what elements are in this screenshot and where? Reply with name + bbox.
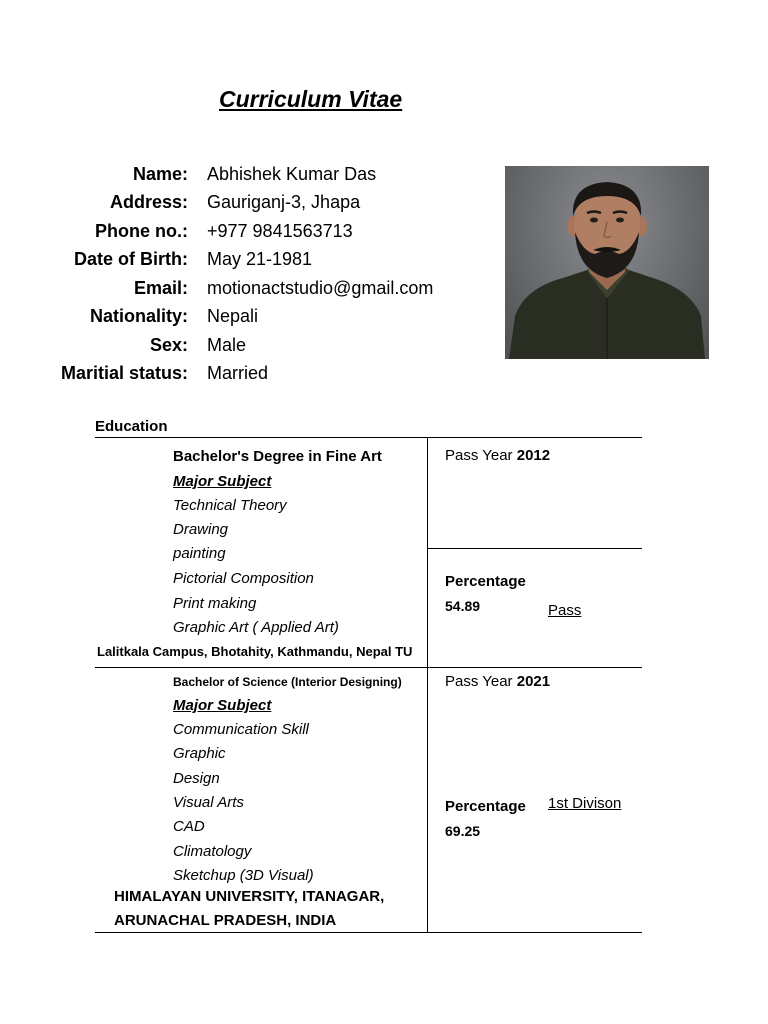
name-label: Name: bbox=[132, 164, 188, 184]
dob-label: Date of Birth: bbox=[74, 249, 188, 269]
table-column-divider bbox=[427, 437, 428, 933]
email-value: motionactstudio@gmail.com bbox=[207, 278, 434, 298]
entry2-subject: CAD bbox=[173, 818, 205, 835]
sex-label: Sex: bbox=[149, 335, 188, 355]
entry2-percentage-label: Percentage bbox=[445, 798, 526, 815]
nationality-label: Nationality: bbox=[89, 306, 188, 326]
phone-value: +977 9841563713 bbox=[207, 221, 353, 241]
entry1-subject: Drawing bbox=[173, 521, 229, 538]
person-portrait-icon bbox=[505, 166, 709, 359]
entry2-pass-year bbox=[445, 673, 550, 690]
entry2-degree: Bachelor of Science (Interior Designing) bbox=[173, 675, 402, 689]
entry2-subject: Communication Skill bbox=[173, 721, 309, 738]
entry1-major-label: Major Subject bbox=[173, 473, 272, 490]
entry1-percentage-value: 54.89 bbox=[445, 598, 481, 614]
table-top-rule bbox=[95, 437, 642, 438]
dob-value: May 21-1981 bbox=[207, 249, 313, 269]
phone-label: Phone no.: bbox=[95, 221, 188, 241]
entry2-institution-line1: HIMALAYAN UNIVERSITY, ITANAGAR, bbox=[114, 888, 385, 905]
address-label: Address: bbox=[109, 192, 188, 212]
entry1-subject: Print making bbox=[173, 595, 257, 612]
entry2-subject: Sketchup (3D Visual) bbox=[173, 867, 314, 884]
entry1-subject: Technical Theory bbox=[173, 497, 287, 514]
entry2-subject: Visual Arts bbox=[173, 794, 244, 811]
entry1-subject: painting bbox=[173, 545, 226, 562]
address-value: Gauriganj-3, Jhapa bbox=[207, 192, 361, 212]
marital-label: Maritial status: bbox=[60, 363, 188, 383]
entry2-major-label: Major Subject bbox=[173, 697, 272, 714]
table-bottom-rule bbox=[95, 932, 642, 933]
pass-year-value: 2021 bbox=[516, 673, 551, 690]
entry1-pass-year bbox=[445, 447, 550, 464]
pass-year-label: Pass Year bbox=[445, 673, 513, 690]
entry1-right-divider bbox=[428, 548, 642, 549]
education-heading: Education bbox=[95, 418, 168, 435]
entry1-subject: Pictorial Composition bbox=[173, 570, 314, 587]
entry2-result: 1st Divison bbox=[548, 795, 622, 812]
entry2-subject: Design bbox=[173, 770, 220, 787]
entry1-institution: Lalitkala Campus, Bhotahity, Kathmandu, Nepal TU bbox=[97, 644, 413, 659]
email-label: Email: bbox=[133, 278, 188, 298]
entry1-percentage-label: Percentage bbox=[445, 573, 526, 590]
entry2-institution-line2: ARUNACHAL PRADESH, INDIA bbox=[114, 912, 337, 929]
entry1-subject: Graphic Art ( Applied Art) bbox=[173, 619, 339, 636]
entry2-subject: Climatology bbox=[173, 843, 252, 860]
profile-photo bbox=[505, 166, 709, 359]
pass-year-value: 2012 bbox=[516, 447, 551, 464]
entry-divider bbox=[95, 667, 642, 668]
page-title: Curriculum Vitae bbox=[219, 86, 403, 112]
name-value: Abhishek Kumar Das bbox=[207, 164, 377, 184]
entry2-percentage-value: 69.25 bbox=[445, 823, 481, 839]
pass-year-label: Pass Year bbox=[445, 447, 513, 464]
entry1-result: Pass bbox=[548, 602, 582, 619]
entry2-subject: Graphic bbox=[173, 745, 226, 762]
marital-value: Married bbox=[207, 363, 269, 383]
nationality-value: Nepali bbox=[207, 306, 259, 326]
entry1-degree: Bachelor's Degree in Fine Art bbox=[173, 448, 382, 465]
sex-value: Male bbox=[207, 335, 247, 355]
